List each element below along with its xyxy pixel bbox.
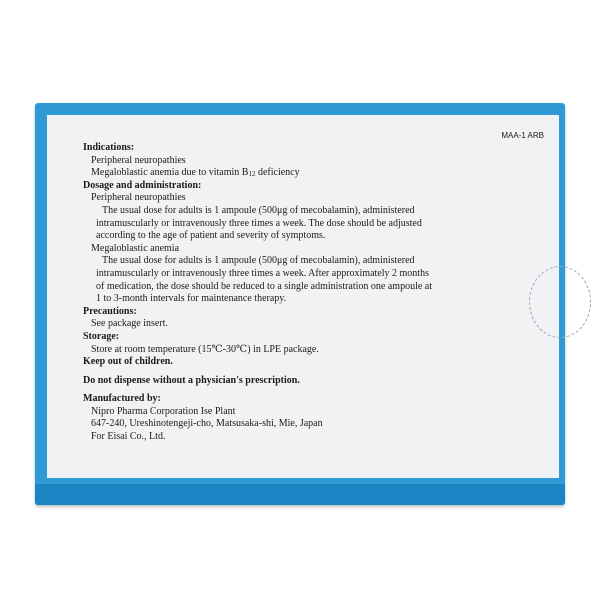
dosage-heading: Dosage and administration: [83, 179, 202, 191]
precautions-text: See package insert. [91, 318, 168, 330]
dosage-neuro-line: The usual dose for adults is 1 ampoule (500μg of mecobalamin), administered [102, 204, 415, 216]
product-label [47, 115, 559, 478]
dosage-neuro-line: according to the age of patient and severity of symptoms. [96, 230, 326, 242]
dosage-neuro-title: Peripheral neuropathies [91, 192, 186, 204]
keep-out-warning: Keep out of children. [83, 356, 173, 368]
storage-heading: Storage: [83, 330, 120, 342]
indication-item: Megaloblastic anemia due to vitamin $B_{12}$ deficiency [91, 167, 300, 179]
label-text [83, 142, 543, 444]
tear-notch [529, 266, 591, 338]
product-code: MAA-1 ARB [501, 131, 544, 140]
dosage-anemia-line: The usual dose for adults is 1 ampoule (500μg of mecobalamin), administered [102, 255, 415, 267]
indications-heading: Indications: [83, 142, 135, 153]
storage-text: Store at room temperature (15℃-30℃) in LPE package. [91, 343, 319, 355]
indication-item: Peripheral neuropathies [91, 154, 186, 166]
dosage-anemia-line: 1 to 3-month intervals for maintenance therapy. [96, 293, 287, 305]
precautions-heading: Precautions: [83, 305, 137, 317]
dosage-neuro-line: intramuscularly or intravenously three times a week. The dose should be adjusted [96, 217, 422, 229]
manufacturer-line: 647-240, Ureshinotengeji-cho, Matsusaka-shi, Mie, Japan [91, 418, 323, 430]
package-box-edge [35, 484, 565, 505]
dosage-anemia-line: of medication, the dose should be reduced to a single administration one ampoule at [96, 280, 433, 292]
dosage-anemia-title: Megaloblastic anemia [91, 242, 180, 254]
manufacturer-heading: Manufactured by: [83, 393, 161, 405]
dosage-anemia-line: intramuscularly or intravenously three times a week. After approximately 2 months [96, 267, 429, 279]
manufacturer-line: For Eisai Co., Ltd. [91, 431, 166, 443]
prescription-warning: Do not dispense without a physician's prescription. [83, 374, 300, 386]
manufacturer-line: Nipro Pharma Corporation Ise Plant [91, 405, 236, 417]
